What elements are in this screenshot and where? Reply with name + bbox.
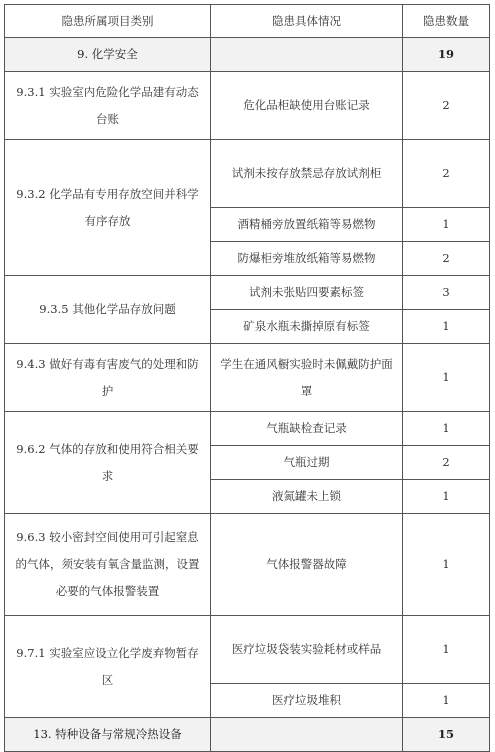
table-row [5, 616, 490, 684]
detail-cell: 液氮罐未上锁 [211, 480, 403, 514]
header-category: 隐患所属项目类别 [5, 5, 211, 38]
table-row [5, 344, 490, 412]
detail-cell: 医疗垃圾袋装实验耗材或样品 [211, 616, 403, 684]
count-cell: 3 [403, 276, 490, 310]
count-cell: 1 [403, 514, 490, 616]
category-cell: 9.3.1 实验室内危险化学品建有动态台账 [5, 72, 211, 140]
detail-cell: 学生在通风橱实验时未佩戴防护面罩 [211, 344, 403, 412]
section-title: 13. 特种设备与常规冷热设备 [5, 718, 211, 752]
count-cell: 2 [403, 446, 490, 480]
category-cell: 9.6.2 气体的存放和使用符合相关要求 [5, 412, 211, 514]
hazard-table-body [5, 5, 490, 752]
table-row [5, 276, 490, 310]
count-cell: 1 [403, 480, 490, 514]
category-cell: 9.4.3 做好有毒有害废气的处理和防护 [5, 344, 211, 412]
count-cell: 2 [403, 242, 490, 276]
count-cell: 1 [403, 344, 490, 412]
count-cell: 1 [403, 684, 490, 718]
count-cell: 2 [403, 72, 490, 140]
detail-cell: 矿泉水瓶未撕掉原有标签 [211, 310, 403, 344]
table-row [5, 514, 490, 616]
detail-cell: 防爆柜旁堆放纸箱等易燃物 [211, 242, 403, 276]
detail-cell: 医疗垃圾堆积 [211, 684, 403, 718]
count-cell: 1 [403, 616, 490, 684]
hazard-table [4, 4, 490, 752]
section-title: 9. 化学安全 [5, 38, 211, 72]
detail-cell: 气体报警器故障 [211, 514, 403, 616]
count-cell: 1 [403, 208, 490, 242]
detail-cell: 酒精桶旁放置纸箱等易燃物 [211, 208, 403, 242]
table-row [5, 140, 490, 208]
detail-cell: 气瓶过期 [211, 446, 403, 480]
detail-cell: 试剂未按存放禁忌存放试剂柜 [211, 140, 403, 208]
detail-cell: 危化品柜缺使用台账记录 [211, 72, 403, 140]
header-count: 隐患数量 [403, 5, 490, 38]
category-cell: 9.7.1 实验室应设立化学废弃物暂存区 [5, 616, 211, 718]
section-count: 15 [403, 718, 490, 752]
section-count: 19 [403, 38, 490, 72]
category-cell: 9.3.2 化学品有专用存放空间并科学有序存放 [5, 140, 211, 276]
category-cell: 9.3.5 其他化学品存放问题 [5, 276, 211, 344]
section-row-chemical-safety [5, 38, 490, 72]
header-detail: 隐患具体情况 [211, 5, 403, 38]
count-cell: 2 [403, 140, 490, 208]
section-empty-cell [211, 38, 403, 72]
header-row [5, 5, 490, 38]
count-cell: 1 [403, 310, 490, 344]
table-row [5, 412, 490, 446]
section-row-special-equipment [5, 718, 490, 752]
detail-cell: 气瓶缺检查记录 [211, 412, 403, 446]
count-cell: 1 [403, 412, 490, 446]
detail-cell: 试剂未张贴四要素标签 [211, 276, 403, 310]
section-empty-cell [211, 718, 403, 752]
category-cell: 9.6.3 较小密封空间使用可引起窒息的气体，须安装有氧含量监测，设置必要的气体报警装置 [5, 514, 211, 616]
table-row [5, 72, 490, 140]
